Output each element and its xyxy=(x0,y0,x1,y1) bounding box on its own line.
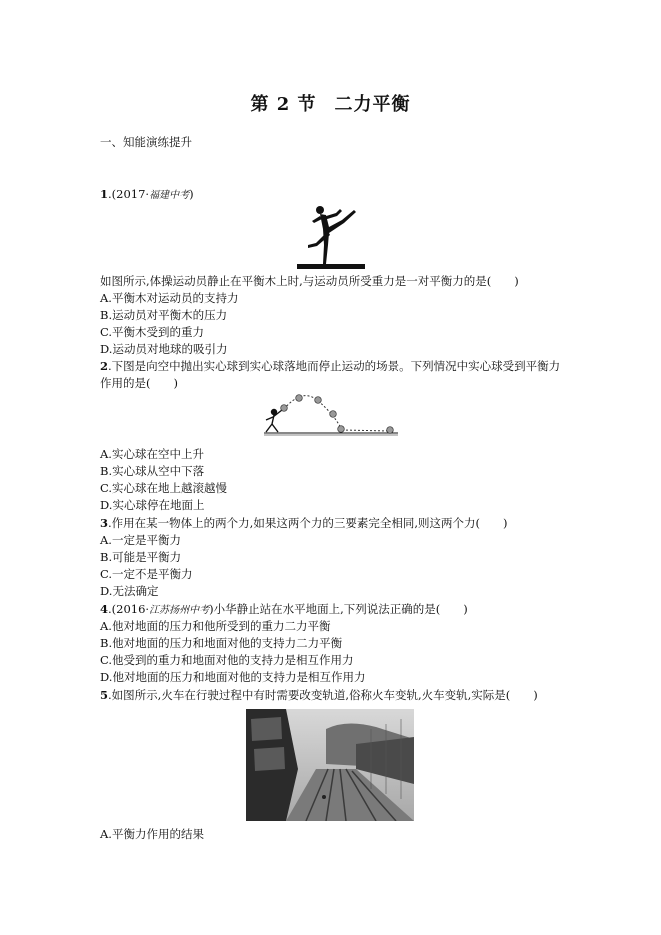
q4-option-c: C.他受到的重力和地面对他的支持力是相互作用力 xyxy=(100,653,354,667)
q5-option-a: A.平衡力作用的结果 xyxy=(100,827,204,841)
q2-option-b: B.实心球从空中下落 xyxy=(100,464,205,478)
q4-option-d: D.他对地面的压力和地面对他的支持力是相互作用力 xyxy=(100,670,366,684)
q1-option-c: C.平衡木受到的重力 xyxy=(100,325,205,339)
q1-option-b: B.运动员对平衡木的压力 xyxy=(100,308,228,322)
q1-header xyxy=(100,186,194,204)
q1-number: 1 xyxy=(100,187,109,201)
q2-stem-line1 xyxy=(100,358,560,374)
q1-year: .(2017· xyxy=(108,187,150,201)
ball-6 xyxy=(387,427,394,434)
q3-number: 3 xyxy=(100,516,109,530)
q2-option-d: D.实心球停在地面上 xyxy=(100,498,205,512)
q4-stem-text: )小华静止站在水平地面上,下列说法正确的是( ) xyxy=(209,602,468,616)
gymnast-figure xyxy=(296,201,368,271)
gymnast-head xyxy=(316,206,324,214)
q1-source: 福建中考 xyxy=(149,190,190,201)
q1-option-d: D.运动员对地球的吸引力 xyxy=(100,342,228,356)
q3-option-d: D.无法确定 xyxy=(100,584,159,598)
title-main: 二力平衡 xyxy=(334,94,411,115)
q4-source: 江苏扬州中考 xyxy=(149,605,210,616)
thrower-figure xyxy=(266,410,282,433)
q2-number: 2 xyxy=(100,359,109,373)
ball-4 xyxy=(330,411,337,418)
q5-stem-text: .如图所示,火车在行驶过程中有时需要改变轨道,俗称火车变轨,火车变轨,实际是( ) xyxy=(108,688,538,702)
ball-1 xyxy=(281,405,288,412)
q3-stem-text: .作用在某一物体上的两个力,如果这两个力的三要素完全相同,则这两个力( ) xyxy=(108,516,508,530)
page-title xyxy=(0,90,661,116)
q1-option-a: A.平衡木对运动员的支持力 xyxy=(100,291,239,305)
q4-stem xyxy=(100,601,468,619)
q4-option-a: A.他对地面的压力和他所受到的重力二力平衡 xyxy=(100,619,331,633)
q2-stem-text: .下图是向空中抛出实心球到实心球落地而停止运动的场景。下列情况中实心球受到平衡力 xyxy=(108,359,561,373)
shotput-figure xyxy=(262,392,402,440)
q1-stem: 如图所示,体操运动员静止在平衡木上时,与运动员所受重力是一对平衡力的是( ) xyxy=(100,274,519,288)
q4-option-b: B.他对地面的压力和地面对他的支持力二力平衡 xyxy=(100,636,343,650)
train-track-photo xyxy=(246,709,414,821)
q2-option-a: A.实心球在空中上升 xyxy=(100,447,204,461)
q2-option-c: C.实心球在地上越滚越慢 xyxy=(100,481,228,495)
q5-stem xyxy=(100,687,538,703)
q3-option-a: A.一定是平衡力 xyxy=(100,533,181,547)
q3-option-c: C.一定不是平衡力 xyxy=(100,567,193,581)
balance-beam xyxy=(297,264,365,269)
ball-5 xyxy=(338,426,345,433)
ball-3 xyxy=(315,397,322,404)
q2-stem-line2: 作用的是( ) xyxy=(100,376,178,390)
q4-number: 4 xyxy=(100,602,109,616)
q1-year-suffix: ) xyxy=(189,187,194,201)
section-heading: 一、知能演练提升 xyxy=(100,135,192,149)
ball-2 xyxy=(296,395,303,402)
title-prefix: 第 2 节 xyxy=(250,94,317,115)
q3-stem xyxy=(100,515,507,531)
q5-number: 5 xyxy=(100,688,109,702)
q4-year: .(2016· xyxy=(108,602,150,616)
q3-option-b: B.可能是平衡力 xyxy=(100,550,182,564)
